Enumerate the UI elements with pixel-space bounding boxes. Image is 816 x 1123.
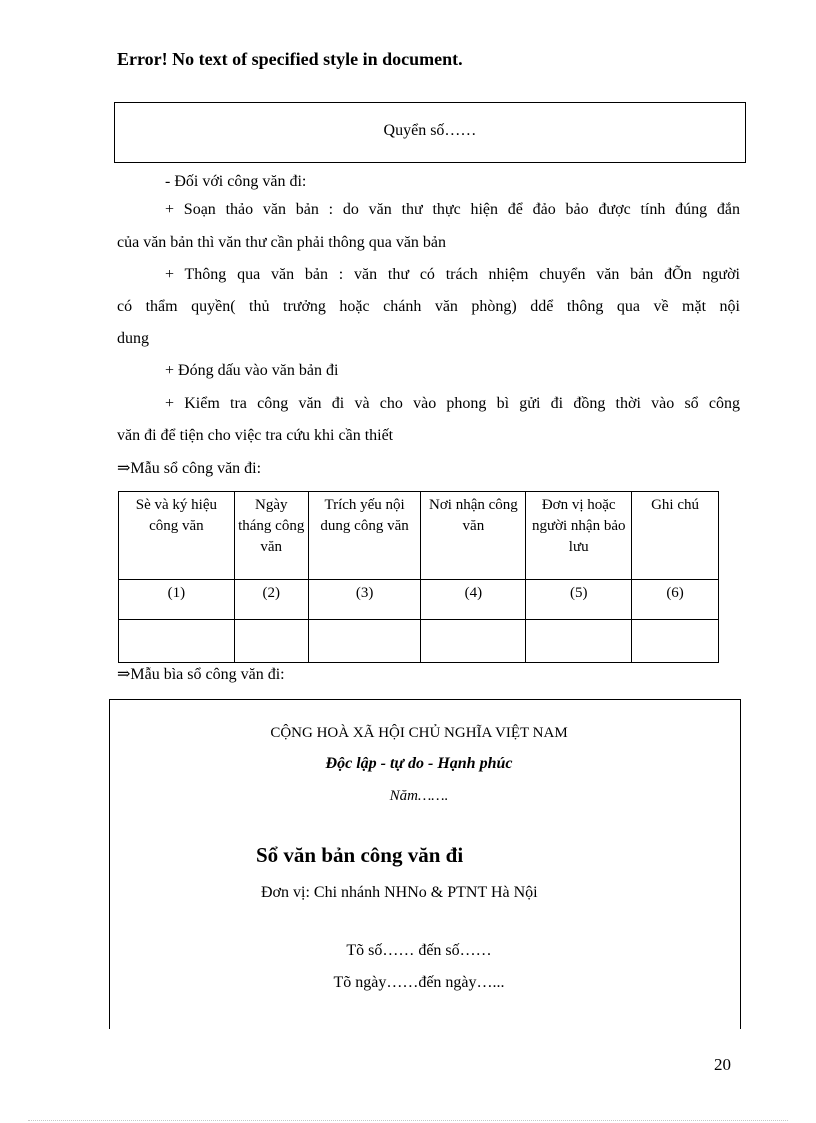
table-header-cell: Ngày tháng công văn	[234, 492, 308, 580]
table-cell	[119, 620, 235, 663]
table-header-row	[119, 492, 719, 580]
cover-template-box	[109, 699, 741, 1029]
number-range: Tõ số…… đến số……	[346, 942, 492, 959]
year-line: Năm…….	[389, 788, 449, 804]
national-motto: Độc lập - tự do - Hạnh phúc	[325, 755, 513, 772]
item-approve-line2: có thẩm quyền( thủ trưởng hoặc chánh văn phòng) ddể thông qua về mặt nội	[117, 298, 740, 315]
table-cell	[526, 620, 632, 663]
table-header-cell: Sè và ký hiệu công văn	[119, 492, 235, 580]
cover-title: ⇒Mẫu bìa sổ công văn đi:	[117, 666, 285, 683]
book-title: Sổ văn bản công văn đi	[256, 843, 464, 867]
item-approve-line3: dung	[117, 330, 149, 347]
table-number-cell: (5)	[526, 580, 632, 620]
table-header-cell: Đơn vị hoặc người nhận bảo lưu	[526, 492, 632, 580]
page-bottom-divider	[28, 1120, 788, 1121]
outgoing-intro: - Đối với công văn đi:	[165, 173, 307, 190]
table-number-cell: (4)	[421, 580, 526, 620]
item-approve-line1: + Thông qua văn bản : văn thư có trách nhiệm chuyển văn bản đÕn người	[165, 266, 740, 283]
item-compose-line2: của văn bản thì văn thư cần phải thông qua văn bản	[117, 234, 447, 251]
table-header-cell: Ghi chú	[632, 492, 719, 580]
date-range: Tõ ngày……đến ngày…...	[333, 974, 505, 991]
table-number-row	[119, 580, 719, 620]
table-number-cell: (3)	[308, 580, 421, 620]
table-number-cell: (2)	[234, 580, 308, 620]
book-number-box	[114, 102, 746, 163]
table-number-cell: (6)	[632, 580, 719, 620]
table-number-cell: (1)	[119, 580, 235, 620]
unit-line: Đơn vị: Chi nhánh NHNo & PTNT Hà Nội	[261, 884, 538, 901]
table-header-cell: Nơi nhận công văn	[421, 492, 526, 580]
error-heading: Error! No text of specified style in document.	[117, 49, 463, 69]
template-title: ⇒Mẫu sổ công văn đi:	[117, 460, 262, 477]
page-number: 20	[714, 1055, 731, 1074]
item-check-line2: văn đi để tiện cho việc tra cứu khi cần thiết	[117, 427, 394, 444]
book-number-text: Quyển số……	[383, 122, 477, 139]
table-cell	[308, 620, 421, 663]
table-cell	[234, 620, 308, 663]
table-row	[119, 620, 719, 663]
table-cell	[632, 620, 719, 663]
outgoing-log-table	[118, 491, 719, 663]
country-name: CỘNG HOÀ XÃ HỘI CHỦ NGHĨA VIỆT NAM	[270, 725, 568, 741]
item-stamp: + Đóng dấu vào văn bản đi	[165, 362, 339, 379]
item-compose-line1: + Soạn thảo văn bản : do văn thư thực hiện để đảo bảo được tính đúng đắn	[165, 201, 740, 218]
table-header-cell: Trích yếu nội dung công văn	[308, 492, 421, 580]
item-check-line1: + Kiểm tra công văn đi và cho vào phong bì gửi đi đồng thời vào sổ công	[165, 395, 740, 412]
table-cell	[421, 620, 526, 663]
